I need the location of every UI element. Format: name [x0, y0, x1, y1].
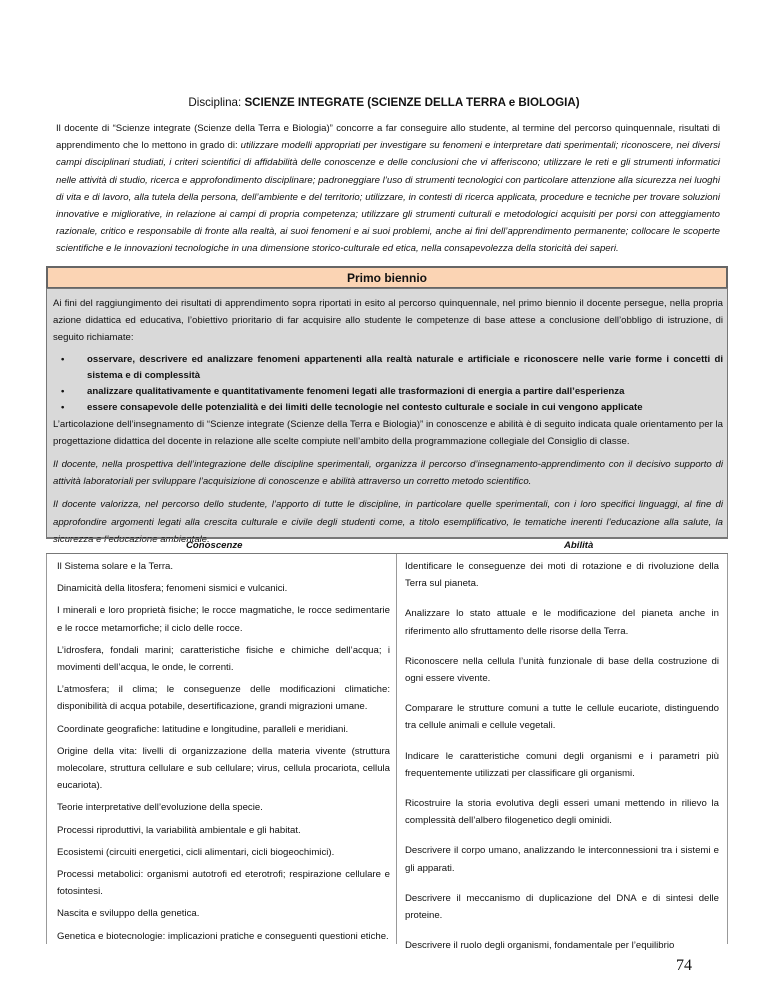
section-body: [46, 288, 728, 545]
column-header-conoscenze: Conoscenze: [186, 540, 243, 551]
abilita-column: [396, 554, 728, 952]
section-p1: Ai fini del raggiungimento dei risultati di apprendimento sopra riportati in esito al percorso quinquennale, nel primo biennio il docente persegue, nella propria azione didattica ed educativa, l’obiettivo prioritario di far acquisire allo studente le competenze di base attese a conclusione dell’obbligo di istruzione, di seguito richiamate:: [53, 298, 723, 344]
intro-paragraph: [56, 120, 720, 258]
conoscenza-item: Dinamicità della litosfera; fenomeni sismici e vulcanici.: [57, 583, 288, 595]
section-p4: Il docente valorizza, nel percorso dello studente, l’apporto di tutte le discipline, in particolare quelle sperimentali, con i loro specifici linguaggi, al fine di approfondire argomenti legati alla crescita culturale e civile degli studenti come, a titolo esemplificativo, le tematiche inerenti l’educazione alla salute, la sicurezza e l’educazione ambientale.: [53, 499, 723, 545]
competence-list: [53, 352, 723, 416]
abilita-item: Comparare le strutture comuni a tutte le cellule eucariote, distinguendo tra cellule animali e cellule vegetali.: [405, 703, 719, 732]
abilita-item: Descrivere il corpo umano, analizzando le interconnessioni tra i sistemi e gli apparati.: [405, 845, 719, 874]
conoscenza-item: Processi metabolici: organismi autotrofi ed eterotrofi; respirazione cellulare e fotosintesi.: [57, 869, 390, 898]
section-header: Primo biennio: [46, 266, 728, 288]
abilita-item: Identificare le conseguenze dei moti di rotazione e di rivoluzione della Terra sul pianeta.: [405, 561, 719, 590]
conoscenza-item: Processi riproduttivi, la variabilità ambientale e gli habitat.: [57, 824, 301, 836]
page-number: 74: [676, 957, 692, 974]
conoscenza-item: L’idrosfera, fondali marini; caratteristiche fisiche e chimiche dell’acqua; i movimenti dell’acqua, le onde, le correnti.: [57, 644, 390, 674]
table-column-headers: [46, 538, 728, 554]
abilita-item: Riconoscere nella cellula l’unità funzionale di base della costruzione di ogni essere vivente.: [405, 655, 719, 685]
column-header-abilita: Abilità: [564, 540, 594, 551]
competence-item: • analizzare qualitativamente e quantitativamente fenomeni legati alle trasformazioni di energia a partire dall’esperienza: [53, 384, 723, 400]
abilita-item: Ricostruire la storia evolutiva degli esseri umani mettendo in rilievo la complessità dell’albero filogenetico degli ominidi.: [405, 798, 719, 827]
abilita-item: Analizzare lo stato attuale e le modificazione del pianeta anche in riferimento allo sfruttamento delle risorse della Terra.: [405, 608, 719, 637]
section-p3: Il docente, nella prospettiva dell’integrazione delle discipline sperimentali, organizza il percorso d’insegnamento-apprendimento con il decisivo supporto di attività laboratoriali per sviluppare l’acquisizione di conoscenze e abilità attraverso un corretto metodo scientifico.: [53, 459, 723, 488]
conoscenza-item: L’atmosfera; il clima; le conseguenze delle modificazioni climatiche: disponibilità di acqua potabile, desertificazione, grandi migrazioni umane.: [57, 684, 390, 713]
intro-italic: utilizzare modelli appropriati per investigare su fenomeni e interpretare dati sperimentali; riconoscere, nei diversi campi disciplinari studiati, i criteri scientifici di affidabilità delle conoscenze e delle conclusioni che vi afferiscono; utilizzare le reti e gli strumenti informatici nelle attività di studio, ricerca e approfondimento disciplinare; padroneggiare l’uso di strumenti tecnologici con particolare attenzione alla sicurezza nei luoghi di vita e di lavoro, alla tutela della persona, dell’ambiente e del territorio; utilizzare, in contesti di ricerca applicata, procedure e tecniche per trovare soluzioni innovative e migliorative, in relazione ai campi di propria competenza; utilizzare gli strumenti culturali e metodologici acquisiti per porsi con atteggiamento razionale, critico e responsabile di fronte alla realtà, ai suoi fenomeni e ai suoi problemi, anche ai fini dell’apprendimento permanente; collocare le scoperte scientifiche e le innovazioni tecnologiche in una dimensione storico-culturale ed etica, nella consapevolezza della storicità dei saperi.: [56, 140, 720, 255]
conoscenza-item: Origine della vita: livelli di organizzazione della materia vivente (struttura molecolare, struttura cellulare e sub cellulare; virus, cellula procariota, cellula eucariota).: [57, 745, 390, 792]
competence-item: • osservare, descrivere ed analizzare fenomeni appartenenti alla realtà naturale e artificiale e riconoscere nelle varie forme i concetti di sistema e di complessità: [53, 352, 723, 384]
conoscenze-column: [46, 554, 396, 944]
conoscenza-item: Nascita e sviluppo della genetica.: [57, 908, 200, 920]
section-p2: L’articolazione dell’insegnamento di “Scienze integrate (Scienze della Terra e Biologia)” in conoscenze e abilità è di seguito indicata quale orientamento per la progettazione didattica del docente in relazione alle scelte compiute nell’ambito della programmazione collegiale del Consiglio di classe.: [53, 418, 723, 447]
competence-item: • essere consapevole delle potenzialità e dei limiti delle tecnologie nel contesto culturale e sociale in cui vengono applicate: [53, 400, 723, 416]
abilita-item: Descrivere il meccanismo di duplicazione del DNA e di sintesi delle proteine.: [405, 892, 719, 922]
abilita-item: Indicare le caratteristiche comuni degli organismi e i parametri più frequentemente utilizzati per classificare gli organismi.: [405, 750, 719, 779]
conoscenza-item: I minerali e loro proprietà fisiche; le rocce magmatiche, le rocce sedimentarie e le rocce metamorfiche; il ciclo delle rocce.: [57, 605, 390, 634]
title-subject: SCIENZE INTEGRATE (SCIENZE DELLA TERRA e BIOLOGIA): [244, 96, 580, 109]
intro-lead: Il docente di “Scienze integrate (Scienze della Terra e Biologia)” concorre a far conseguire allo studente, al termine del percorso quinquennale, risultati di apprendimento che lo mettono in grado di:: [56, 123, 720, 152]
conoscenza-item: Teorie interpretative dell’evoluzione della specie.: [57, 802, 263, 814]
conoscenza-item: Genetica e biotecnologie: implicazioni pratiche e conseguenti questioni etiche.: [57, 930, 389, 942]
abilita-item: Descrivere il ruolo degli organismi, fondamentale per l’equilibrio: [405, 940, 675, 952]
conoscenza-item: Ecosistemi (circuiti energetici, cicli alimentari, cicli biogeochimici).: [57, 846, 335, 858]
title-prefix: Disciplina:: [188, 96, 245, 109]
conoscenza-item: Il Sistema solare e la Terra.: [57, 561, 174, 572]
conoscenza-item: Coordinate geografiche: latitudine e longitudine, paralleli e meridiani.: [57, 723, 349, 735]
discipline-title: [0, 96, 768, 109]
